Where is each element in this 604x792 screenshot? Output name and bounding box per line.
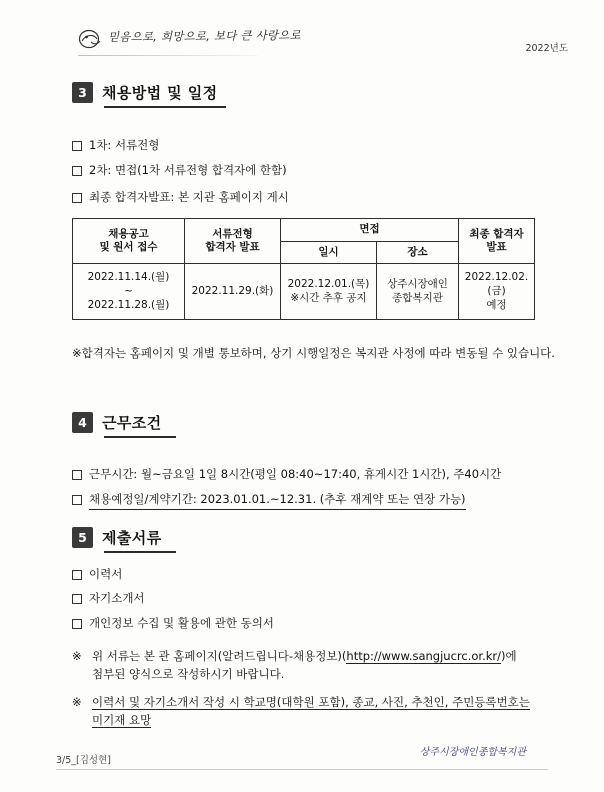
section-title-underline-3 bbox=[104, 106, 226, 108]
cell-final-date-note: 예정 bbox=[486, 298, 507, 311]
notice-resume-restrictions bbox=[72, 694, 542, 730]
table-header-final-line1: 최종 합격자 bbox=[469, 227, 524, 240]
list-item bbox=[72, 190, 289, 206]
notice-url: http://www.sangjucrc.or.kr/ bbox=[346, 649, 501, 663]
page-header bbox=[0, 26, 604, 60]
list-item bbox=[72, 163, 287, 179]
schedule-note: ※합격자는 홈페이지 및 개별 통보하며, 상기 시행일정은 복지관 사정에 따라 변동될 수 있습니다. bbox=[72, 346, 555, 360]
list-item bbox=[72, 567, 122, 583]
section-title-4: 근무조건 bbox=[102, 414, 162, 432]
list-item bbox=[72, 492, 466, 510]
list-item-label: 자기소개서 bbox=[89, 591, 145, 605]
notice-line1: 이력서 및 자기소개서 작성 시 학교명(대학원 포함), 종교, 사진, 추천인, 주민등록번호는 bbox=[92, 695, 530, 709]
section-title-underline-5 bbox=[104, 551, 176, 553]
notice-line2: 첨부된 양식으로 작성하시기 바랍니다. bbox=[92, 666, 285, 681]
notice-mark: ※ bbox=[72, 649, 82, 663]
checkbox-icon bbox=[72, 166, 82, 176]
list-item-label: 개인정보 수집 및 활용에 관한 동의서 bbox=[89, 616, 274, 630]
notice-mark: ※ bbox=[72, 695, 82, 709]
section-number-3: 3 bbox=[72, 82, 93, 103]
table-header-apply bbox=[73, 219, 185, 264]
table-header-screening bbox=[185, 219, 281, 264]
section-heading-5 bbox=[72, 527, 162, 548]
list-item bbox=[72, 138, 159, 154]
checkbox-icon bbox=[72, 594, 82, 604]
cell-interview-place bbox=[377, 264, 459, 320]
cell-interview-place-line1: 상주시장애인 bbox=[387, 278, 448, 291]
checkbox-icon bbox=[72, 619, 82, 629]
section-title-3: 채용방법 및 일정 bbox=[102, 84, 218, 102]
checkbox-icon bbox=[72, 570, 82, 580]
notice-line2: 미기재 요망 bbox=[92, 712, 152, 727]
table-header-apply-line1: 채용공고 bbox=[108, 227, 149, 240]
section-number-5: 5 bbox=[72, 527, 93, 548]
checkbox-icon bbox=[72, 141, 82, 151]
notice-documents bbox=[72, 648, 542, 684]
checkbox-icon bbox=[72, 193, 82, 203]
section-heading-4 bbox=[72, 412, 162, 433]
notice-line1-pre: 위 서류는 본 관 홈페이지(알려드립니다-채용정보)( bbox=[92, 649, 347, 663]
table-header-screening-line1: 서류전형 bbox=[212, 227, 253, 240]
cell-interview-date-main: 2022.12.01.(목) bbox=[287, 278, 370, 291]
header-year: 2022년도 bbox=[525, 43, 568, 54]
list-item-label: 이력서 bbox=[89, 567, 123, 581]
list-item bbox=[72, 467, 501, 483]
table-header-interview-place: 장소 bbox=[377, 241, 459, 264]
header-divider bbox=[78, 55, 258, 56]
notice-line1-post: )에 bbox=[500, 649, 517, 663]
checkbox-icon bbox=[72, 495, 82, 505]
list-item bbox=[72, 591, 145, 607]
cell-final-date-main: 2022.12.02.(금) bbox=[464, 271, 529, 297]
cell-interview-place-line2: 종합복지관 bbox=[392, 291, 443, 304]
table-header-apply-line2: 및 원서 접수 bbox=[99, 241, 158, 254]
cell-final-date bbox=[459, 264, 535, 320]
dove-logo-icon bbox=[78, 28, 104, 52]
section-title-5: 제출서류 bbox=[102, 529, 162, 547]
list-item-label: 채용예정일/계약기간: 2023.01.01.~12.31. (추후 재계약 또는 연장 가능) bbox=[89, 492, 466, 510]
section-number-4: 4 bbox=[72, 412, 93, 433]
cell-screening-date: 2022.11.29.(화) bbox=[185, 264, 281, 320]
cell-apply-period bbox=[73, 264, 185, 320]
table-header-final-line2: 발표 bbox=[486, 241, 507, 254]
organization-name: 상주시장애인종합복지관 bbox=[419, 747, 526, 758]
list-item-label: 2차: 면접(1차 서류전형 합격자에 한함) bbox=[89, 163, 287, 177]
cell-apply-tilde: ~ bbox=[124, 284, 133, 297]
header-slogan: 믿음으로, 희망으로, 보다 큰 사랑으로 bbox=[107, 27, 301, 45]
table-header-interview-date: 일시 bbox=[281, 241, 377, 264]
table-header-final bbox=[459, 219, 535, 264]
footer-divider bbox=[56, 769, 548, 770]
cell-interview-date-note: ※시간 추후 공지 bbox=[290, 291, 367, 304]
table-row bbox=[73, 264, 535, 320]
list-item-label: 1차: 서류전형 bbox=[89, 138, 160, 152]
table-header-interview: 면접 bbox=[281, 219, 459, 242]
recruitment-schedule-table bbox=[72, 218, 534, 320]
cell-interview-date bbox=[281, 264, 377, 320]
page-number: 3/5_[김성현] bbox=[56, 755, 111, 766]
cell-apply-start: 2022.11.14.(월) bbox=[87, 271, 170, 284]
list-item bbox=[72, 616, 274, 632]
list-item-label: 최종 합격자발표: 본 지관 홈페이지 게시 bbox=[89, 190, 289, 204]
cell-apply-end: 2022.11.28.(월) bbox=[87, 298, 170, 311]
checkbox-icon bbox=[72, 470, 82, 480]
list-item-label: 근무시간: 월~금요일 1일 8시간(평일 08:40~17:40, 휴게시간 1시간), 주40시간 bbox=[89, 467, 502, 481]
section-heading-3 bbox=[72, 82, 217, 103]
section-title-underline-4 bbox=[104, 436, 176, 438]
table-header-screening-line2: 합격자 발표 bbox=[205, 241, 260, 254]
